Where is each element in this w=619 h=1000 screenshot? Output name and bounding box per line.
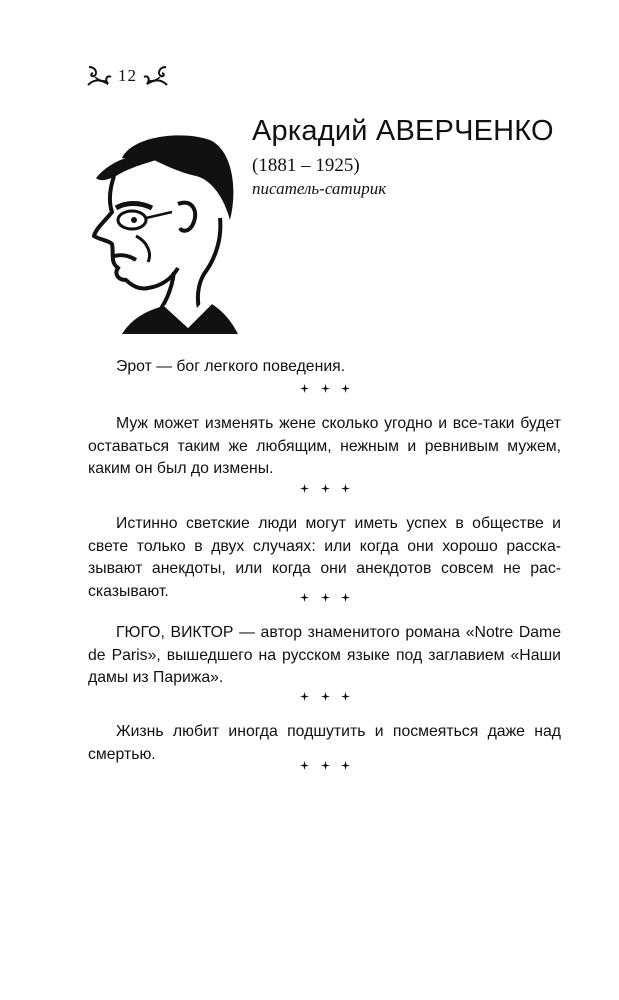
section-divider: [300, 383, 350, 393]
four-point-star-icon: [341, 384, 350, 393]
quote-paragraph: Жизнь любит иногда подшутить и посмеяться даже над смертью.: [88, 723, 561, 763]
four-point-star-icon: [341, 593, 350, 602]
quote-paragraph: ГЮГО, ВИКТОР — автор знаменитого романа «Notre Dame de Paris», вышедшего на русском языке под заглавием «Наши дамы из Парижа».: [88, 624, 561, 686]
page-header: [86, 64, 169, 88]
four-point-star-icon: [321, 593, 330, 602]
four-point-star-icon: [300, 593, 309, 602]
quote-paragraph: Муж может изменять жене сколько угодно и все-таки будет оставаться таким же любящим, нежным и ревнивым мужем, каким он был до измены.: [88, 415, 561, 477]
author-occupation: писатель-сатирик: [252, 179, 387, 198]
four-point-star-icon: [321, 761, 330, 770]
quote-paragraph: Истинно светские люди могут иметь успех в обществе и свете только в двух случаях: или когда они хорошо рассказывают анекдоты, или когда они анекдотов совсем не рассказывают.: [88, 515, 561, 600]
author-block: [252, 112, 592, 200]
four-point-star-icon: [341, 761, 350, 770]
author-caricature-portrait-icon: [92, 128, 238, 334]
four-point-star-icon: [300, 692, 309, 701]
section-divider: [300, 691, 350, 701]
section-divider: [300, 483, 350, 493]
four-point-star-icon: [321, 484, 330, 493]
four-point-star-icon: [341, 692, 350, 701]
four-point-star-icon: [300, 761, 309, 770]
author-name: Аркадий АВЕРЧЕНКО: [252, 115, 554, 147]
four-point-star-icon: [300, 384, 309, 393]
quote-paragraph: Эрот — бог легкого поведения.: [116, 358, 346, 375]
four-point-star-icon: [341, 484, 350, 493]
four-point-star-icon: [321, 692, 330, 701]
author-years: (1881 – 1925): [252, 155, 360, 176]
swirl-ornament-left-icon: [86, 64, 112, 88]
section-divider: [300, 592, 350, 602]
page-number: 12: [118, 66, 137, 85]
four-point-star-icon: [300, 484, 309, 493]
four-point-star-icon: [321, 384, 330, 393]
swirl-ornament-right-icon: [143, 64, 169, 88]
section-divider: [300, 760, 350, 770]
